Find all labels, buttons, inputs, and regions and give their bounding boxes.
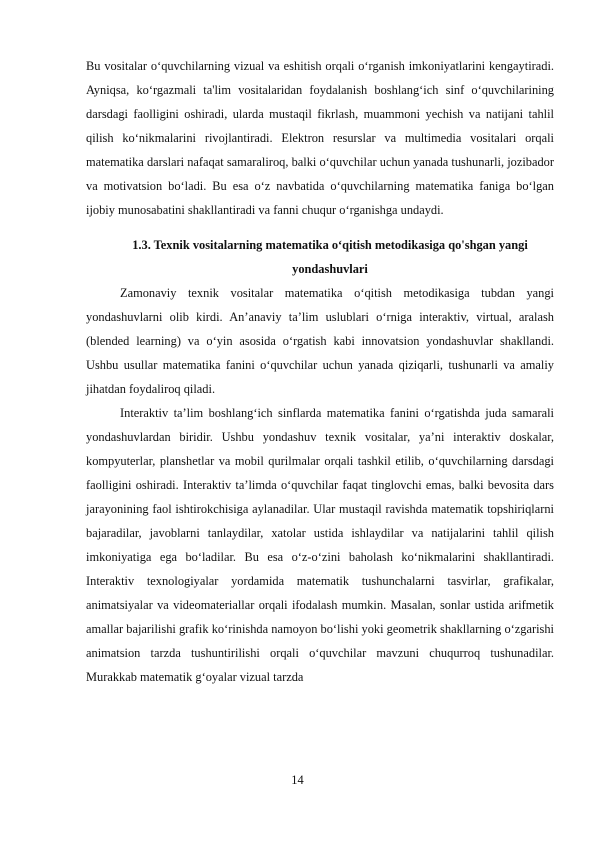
body-paragraph: Bu vositalar o‘quvchilarning vizual va eshitish orqali o‘rganish imkoniyatlarini kengaytiradi. Ayniqsa, ko‘rgazmali ta'lim vositalaridan foydalanish boshlang‘ich sinf o‘quvchilarining darsdagi faolligini oshiradi, ularda mustaqil fikrlash, muammoni yechish va natijani tahlil qilish ko‘nikmalarini rivojlantiradi. Elektron resurslar va multimedia vositalari orqali matematika darslari nafaqat samaraliroq, balki o‘quvchilar uchun yanada tushunarli, jozibador va motivatsion bo‘ladi. Bu esa o‘z navbatida o‘quvchilarning matematika faniga bo‘lgan ijobiy munosabatini shakllantiradi va fanni chuqur o‘rganishga undaydi. (86, 59, 554, 217)
body-paragraph: Interaktiv ta’lim boshlang‘ich sinflarda matematika fanini o‘rgatishda juda samarali yondashuvlardan biridir. Ushbu yondashuv texnik vositalar, ya’ni interaktiv doskalar, kompyuterlar, planshetlar va mobil qurilmalar orqali tashkil etilib, o‘quvchilarning darsdagi faolligini oshiradi. Interaktiv ta’limda o‘quvchilar faqat tinglovchi emas, balki bevosita dars jarayonining faol ishtirokchisiga aylanadilar. Ular mustaqil ravishda matematik topshiriqlarni bajaradilar, javoblarni tanlaydilar, xatolar ustida ishlaydilar va natijalarini tahlil qilish imkoniyatiga ega bo‘ladilar. Bu esa o‘z-o‘zini baholash ko‘nikmalarini shakllantiradi. Interaktiv texnologiyalar yordamida matematik tushunchalarni tasvirlar, grafikalar, animatsiyalar va videomateriallar orqali ifodalash mumkin. Masalan, sonlar ustida arifmetik amallar bajarilishi grafik ko‘rinishda namoyon bo‘lishi yoki geometrik shakllarning o‘zgarishi animatsion tarzda tushuntirilishi orqali o‘quvchilar mavzuni chuqurroq tushunadilar. Murakkab matematik g‘oyalar vizual tarzda (86, 406, 554, 684)
document-page (86, 54, 554, 689)
section-heading: 1.3. Texnik vositalarning matematika o‘qitish metodikasiga qo'shgan yangi yondashuvlari (132, 238, 528, 276)
page-number: 14 (291, 773, 304, 787)
body-paragraph: Zamonaviy texnik vositalar matematika o‘qitish metodikasiga tubdan yangi yondashuvlarni olib kirdi. An’anaviy ta’lim uslublari o‘rniga interaktiv, virtual, aralash (blended learning) va o‘yin asosida o‘rgatish kabi innovatsion yondashuvlar shakllandi. Ushbu usullar matematika fanini o‘quvchilar uchun yanada qiziqarli, tushunarli va amaliy jihatdan foydaliroq qiladi. (86, 286, 554, 396)
